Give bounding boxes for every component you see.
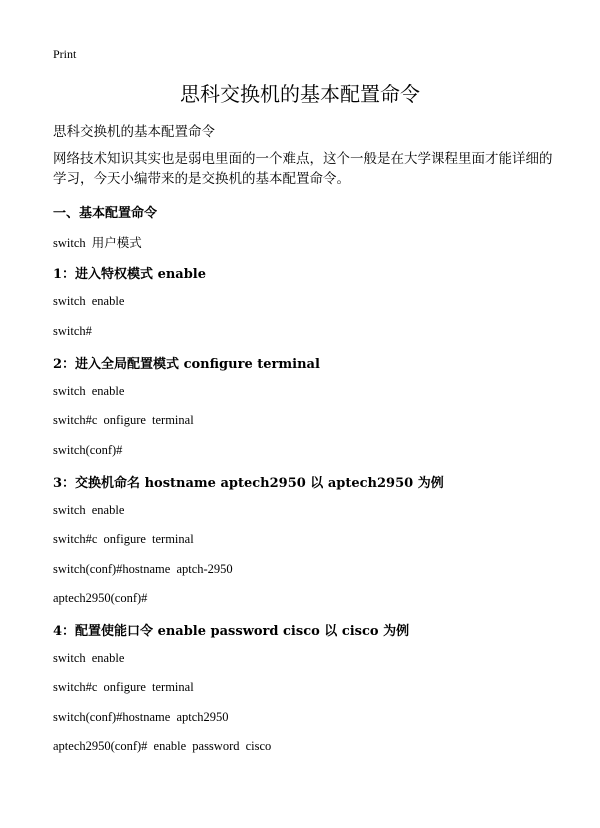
code-line: switch#c onfigure terminal	[53, 413, 194, 427]
step3-heading: 3：交换机命名 hostname aptech2950 以 aptech2950 为例	[53, 476, 444, 491]
code-line: switch enable	[53, 503, 125, 517]
user-mode-line: switch 用户模式	[53, 236, 142, 250]
code-line: switch enable	[53, 384, 125, 398]
code-line: switch#c onfigure terminal	[53, 680, 194, 694]
code-line: aptech2950(conf)# enable password cisco	[53, 739, 272, 753]
code-line: switch#	[53, 324, 92, 338]
document-subtitle: 思科交换机的基本配置命令	[53, 124, 215, 140]
section-heading: 一、基本配置命令	[53, 206, 158, 221]
step4-heading: 4：配置使能口令 enable password cisco 以 cisco 为例	[53, 624, 410, 639]
code-line: switch(conf)#hostname aptch2950	[53, 710, 229, 724]
code-line: aptech2950(conf)#	[53, 591, 148, 605]
document-title: 思科交换机的基本配置命令	[180, 82, 420, 106]
intro-paragraph: 网络技术知识其实也是弱电里面的一个难点，这个一般是在大学课程里面才能详细的学习，今天小编带来的是交换机的基本配置命令。	[53, 151, 553, 187]
step2-heading: 2：进入全局配置模式 configure terminal	[53, 357, 320, 372]
code-line: switch#c onfigure terminal	[53, 532, 194, 546]
step1-heading: 1：进入特权模式 enable	[53, 267, 207, 282]
code-line: switch enable	[53, 651, 125, 665]
code-line: switch enable	[53, 294, 125, 308]
code-line: switch(conf)#	[53, 443, 123, 457]
print-label: Print	[53, 47, 77, 61]
code-line: switch(conf)#hostname aptch-2950	[53, 562, 233, 576]
